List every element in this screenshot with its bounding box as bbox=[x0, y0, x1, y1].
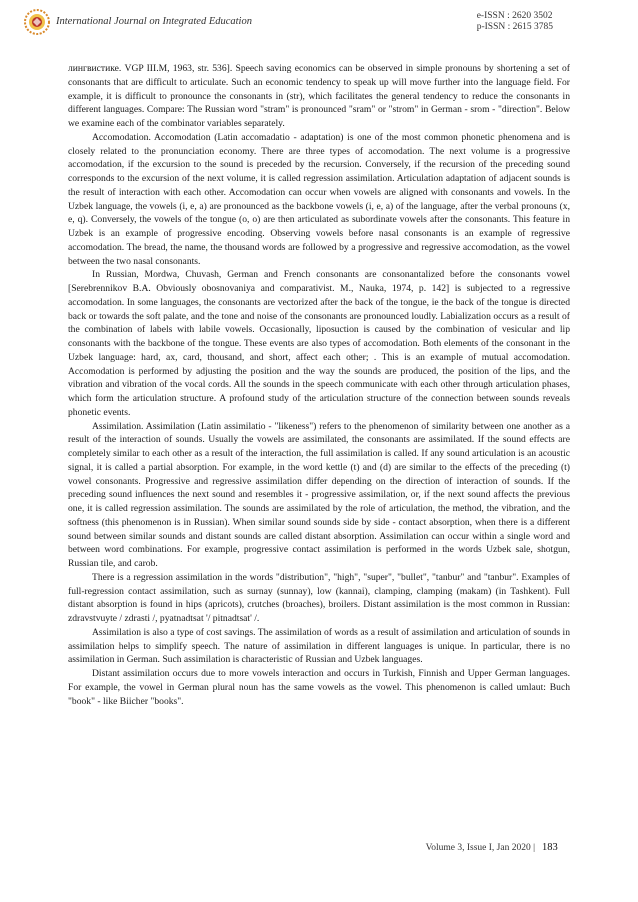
paragraph: лингвистике. VGP III.M, 1963, str. 536]. Speech saving economics can be observed in simple pronouns by shortening a set of consonants that are difficult to articulate. Such an economic tendency to speak up will move further into the language field. For example, it is difficult to pronounce the consonants in (str), which facilitates the general tendency to reduce the consonants in different languages. Compare: The Russian word "stram" is pronounced "sram" or "strom" in German - srom - "direction". Below we examine each of the combinator variables separately. bbox=[68, 63, 570, 129]
article-body bbox=[68, 62, 570, 708]
journal-logo-icon bbox=[24, 9, 50, 35]
issn-block bbox=[477, 11, 553, 33]
page-number: 183 bbox=[542, 842, 558, 853]
paragraph: Distant assimilation occurs due to more vowels interaction and occurs in Turkish, Finnish and Upper German languages. For example, the vowel in German plural noun has the same vowels as the vowel. This phenomenon is called umlaut: Buch "book" - like Biicher "books". bbox=[68, 668, 570, 707]
pissn: p-ISSN : 2615 3785 bbox=[476, 22, 553, 32]
paragraph: Accomodation. Accomodation (Latin accomadatio - adaptation) is one of the most common phonetic phenomena and is closely related to the pronunciation economy. There are three types of accomodation. The next volume is a progressive accomodation, if the excursion to the sound is preceded by the recursion. Conversely, if the recursion of the preceding sound corresponds to the excursion of the next volume, it is called regression assimilation. Articulation adaptation of adjacent sounds is the result of interaction with each other. Accomodation can occur when vowels are aligned with consonants and vowels. In the Uzbek language, the vowels (i, e, a) are pronounced as the backbone vowels (i, e, a) of the language, after the verbal pronouns (x, e, q). Conversely, the vowels of the tongue (o, o) are then articulated as subordinate vowels after the consonants. This feature in Uzbek is an example of progressive encoding. Observing vowels before nasal consonants is an example of regressive accomodation. The bread, the name, the thousand words are followed by a progressive and regressive accomodation, as the vowel between the two nasal consonants. bbox=[68, 131, 570, 267]
volume-info: Volume 3, Issue I, Jan 2020 | bbox=[425, 843, 535, 853]
paragraph: There is a regression assimilation in the words "distribution", "high", "super", "bullet", "tanbur" and "tanbur". Examples of full-regression contact assimilation, such as surnay (sunnay), low (kannai), clamping, clamping (makam) (in Tashkent). Full distant absorption is found in hips (apricots), crutches (broaches), broilers. Distant assimilation is the most common in Russian: zdravstvuyte / zdrasti /, pyatnadtsat '/ pitnadtsat' /. bbox=[68, 571, 570, 624]
page-footer bbox=[0, 841, 638, 861]
eissn: e-ISSN : 2620 3502 bbox=[476, 11, 553, 21]
page-header bbox=[0, 0, 638, 48]
journal-title: International Journal on Integrated Education bbox=[56, 16, 252, 27]
paragraph: Assimilation. Assimilation (Latin assimilatio - "likeness") refers to the phenomenon of similarity between one another as a result of the interaction of sounds. Usually the vowels are assimilated, the consonants are assimilated. If the sound effects are completely similar to each other as a result of the interaction, the full assimilation is called. If any sound articulation is an acoustic signal, it is called a partial absorption. For example, in the word kettle (t) and (d) are similar to the effects of the preceding (t) vowel consonants. Progressive and regressive assimilation differ depending on the direction of interaction of sounds. If the preceding sound influences the next sound and resembles it - progressive assimilation, or, if the next sound affects the previous one, it is called regression assimilation. The sounds are assimilated by the role of articulation, the method, the vibration, and the softness (this phenomenon is in Russian). When similar sound sounds side by side - contact absorption, when there is a different sound between similar sounds and distant sounds are called distant absorption. Assimilation can occur within a single word and between word combinations. For example, progressive contact assimilation is performed in the words Uzbek sale, shotgun, Russian tile, and carob. bbox=[68, 420, 570, 569]
paragraph: In Russian, Mordwa, Chuvash, German and French consonants are consonantalized before the consonants vowel [Serebrennikov B.A. Obviously obosnovaniya and comparativist. M., Nauka, 1974, p. 142] is subjected to a regressive accomodation. In some languages, the consonants are vectorized after the back of the tongue, ie the back of the tongue is directed back or towards the soft palate, and the tone and noise of the consonants are pronounced loudly. Labialization occurs as a result of the combination of labels with labile vowels. Occasionally, liposuction is caused by the combination of vesicular and lip consonants with the backbone of the tongue. These events are also types of accomodation. Both elements of the consonant in the Uzbek language: hard, ax, card, thousand, and short, affect each other; . This is an example of mutual accomodation. Accomodation is performed by adjusting the position and the way the sounds are produced, the position of the lips, and the vibration and vibration of the vocal cords. All the sounds in the speech communicate with each other through articulation phases, which form the articulation structure. A profound study of the articulation structure of the connection between sounds reveals phonetic events. bbox=[68, 269, 570, 418]
paragraph: Assimilation is also a type of cost savings. The assimilation of words as a result of assimilation and articulation of sounds in assimilation helps to simplify speech. The nature of assimilation in different languages is unique. In particular, there is no assimilation in German. Such assimilation is characteristic of Russian and Uzbek languages. bbox=[68, 626, 570, 666]
